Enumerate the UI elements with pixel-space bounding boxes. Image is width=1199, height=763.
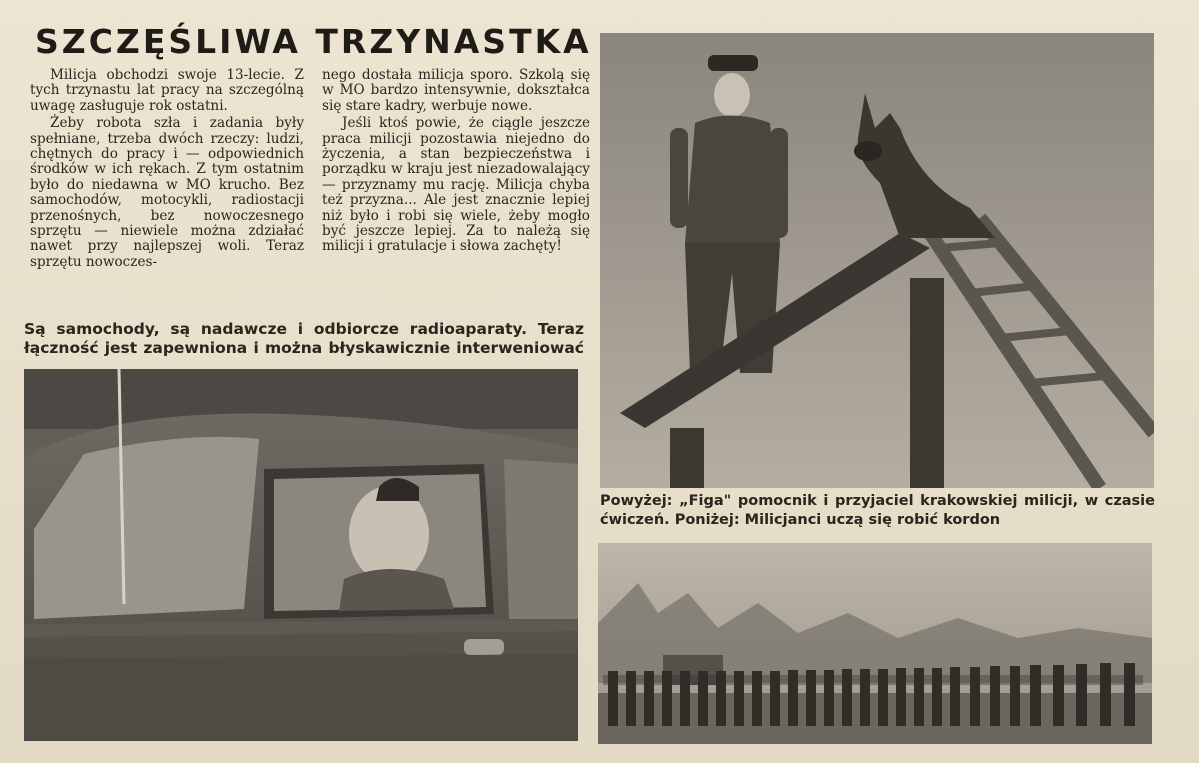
text-column-left: [30, 68, 304, 272]
photo-policeman-with-dog: [600, 33, 1154, 488]
article-headline: SZCZĘŚLIWA TRZYNASTKA: [35, 22, 592, 61]
caption-dog-and-cordon-photos: Powyżej: „Figa" pomocnik i przyjaciel krakowskiej milicji, w czasie ćwiczeń. Poniżej: Milicjanci uczą się robić kordon: [600, 493, 1155, 528]
photo-police-car-radio: [24, 369, 578, 741]
paragraph: nego dostała milicja sporo. Szkolą się w MO bardzo intensywnie, dokształca się stare kadry, werbuje nowe.: [322, 67, 590, 114]
photo-militiamen-cordon: [598, 543, 1152, 744]
paragraph: Jeśli ktoś powie, że ciągle jeszcze praca milicji pozostawia niejedno do życzenia, a stan bezpieczeństwa i porządku w kraju jest niezadowalający — przyznamy mu rację. Milicja chyba też przyzna... Ale jest znacznie lepiej niż było i robi się wiele, żeby mogło być jeszcze lepiej. Za to należą się milicji i gratulacje i słowa zachęty!: [322, 115, 590, 255]
paragraph: Milicja obchodzi swoje 13-lecie. Z tych trzynastu lat pracy na szczególną uwagę zasługuje rok ostatni.: [30, 67, 304, 114]
caption-car-photo: Są samochody, są nadawcze i odbiorcze radioaparaty. Teraz łączność jest zapewniona i można błyskawicznie interweniować: [24, 320, 584, 357]
paragraph: Żeby robota szła i zadania były spełniane, trzeba dwóch rzeczy: ludzi, chętnych do pracy i — odpowiednich środków w ich rękach. Z tym ostatnim było do niedawna w MO krucho. Bez samochodów, motocykli, radiostacji przenośnych, bez nowoczesnego sprzętu — niewiele można zdziałać nawet przy najlepszej woli. Teraz sprzętu nowoczes-: [30, 115, 304, 270]
text-column-right: [322, 68, 590, 257]
